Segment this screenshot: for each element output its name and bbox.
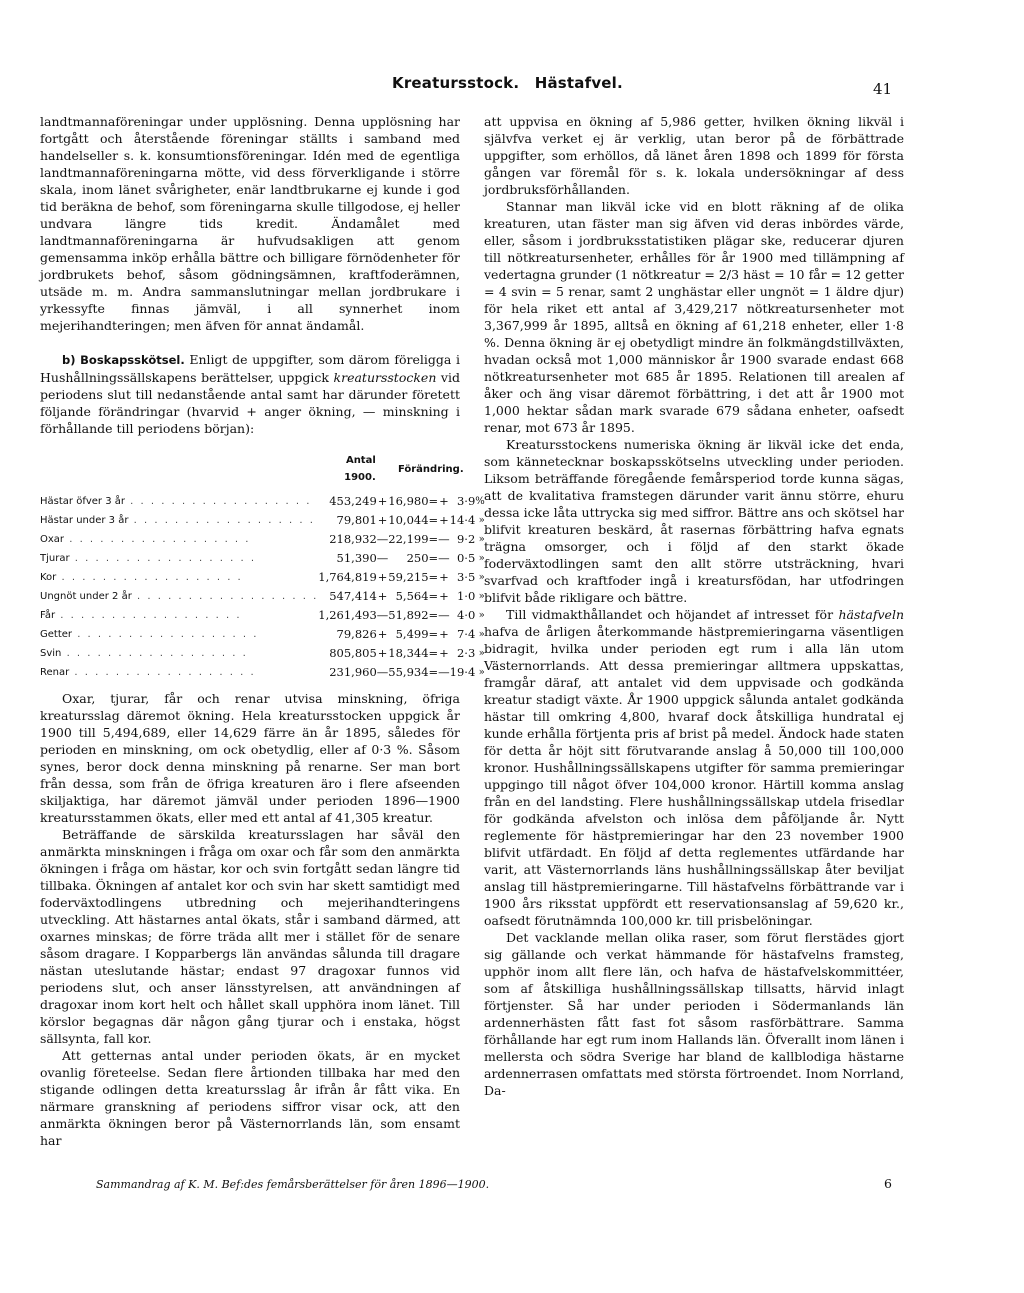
row-label: Kor . . . . . . . . . . . . . . . . . . xyxy=(40,572,243,583)
row-change: 5,499 xyxy=(395,627,429,641)
paragraph-goat-increase: att uppvisa en ökning af 5,986 getter, hvilken ökning likväl i självfva verket ej är verklig, utan beror på de förbättrade uppgifter, som erhöllos, då länet åren 1898 och 1899 för första gången var föremål för s. k. lokala undersökningar af dess jordbruksförhållanden. xyxy=(484,114,904,197)
row-change: 10,044 xyxy=(388,513,429,527)
row-percent: 19·4 xyxy=(449,665,476,679)
row-equals: = xyxy=(428,532,439,546)
row-percent: 4·0 xyxy=(456,608,476,622)
livestock-table xyxy=(40,451,485,682)
row-equals: = xyxy=(428,570,439,584)
paragraph-breeds: Det vacklande mellan olika raser, som förut flerstädes gjort sig gällande och verkat hämmande för hästafvelns framsteg, upphör inom allt flere län, och hafva de hästafvelskommittéer, som af åtskilliga hushållningssällskap tillsatts, härvid inlagt förtjenster. Så har under perioden i Södermanlands län ardennerhästen fått fast fot såsom rasförbättrare. Samma förhållande har egt rum inom Hallands län. Öfverallt inom länen i mellersta och södra Sverige har bland de kallblodiga hästarne ardennerrasen omfattats med största förtroendet. Inom Norrland, Da- xyxy=(484,930,904,1098)
row-percent-sign: — xyxy=(438,665,450,679)
row-unit: » xyxy=(478,534,485,545)
row-sign: + xyxy=(377,570,388,584)
row-equals: = xyxy=(428,589,439,603)
paragraph-species: Beträffande de särskilda kreatursslagen har såväl den anmärkta minskningen i fråga om oxar och får som den anmärkta ökningen i fråga om hästar, kor och svin fortgått sedan längre tid tillbaka. Ökningen af antalet kor och svin har skett samtidigt med foderväxtodlingens utbredning och mejerihandteringens utveckling. Att hästarnes antal ökats, står i samband därmed, att oxarnes minskas; de förre träda allt mer i stället för de senare såsom dragare. I Kopparbergs län användas sålunda till dragare nästan uteslutande hästar; endast 97 dragoxar funnos vid periodens slut, och anser länsstyrelsen, att användningen af dragoxar inom kort helt och hållet skall upphöra inom länet. Till körslor begagnas där någon gång tjurar och i enstaka, högst sällsynta, fall kor. xyxy=(40,827,460,1046)
table-row xyxy=(40,549,485,568)
row-unit: » xyxy=(478,553,485,564)
row-sign: + xyxy=(377,589,388,603)
row-count: 79,826 xyxy=(336,627,377,641)
paragraph-livestock-intro xyxy=(40,351,460,437)
row-sign: + xyxy=(377,494,388,508)
table-row xyxy=(40,587,485,606)
row-count: 547,414 xyxy=(329,589,377,603)
horse-term: hästafveln xyxy=(838,607,904,622)
table-row xyxy=(40,644,485,663)
row-label-text: Hästar öfver 3 år xyxy=(40,496,125,507)
row-equals: = xyxy=(428,513,439,527)
row-label-text: Hästar under 3 år xyxy=(40,515,129,526)
row-percent: 2·3 xyxy=(456,646,476,660)
row-unit: » xyxy=(478,515,485,526)
left-column xyxy=(40,113,485,1149)
footer-signature: 6 xyxy=(884,1176,892,1191)
paragraph-cattle-units: Stannar man likväl icke vid en blott räkning af de olika kreaturen, utan fäster man sig äfven vid deras inbördes värde, eller, såsom i jordbruksstatistiken plägar ske, reducerar djuren till nötkreatursenheter, erhålles för år 1900 med tillämpning af vedertagna grunder (1 nötkreatur = 2/3 häst = 10 får = 12 getter = 4 svin = 5 renar, samt 2 unghästar eller ungnöt = 1 äldre djur) för hela riket ett antal af 3,429,217 nötkreatursenheter mot 3,367,999 år 1895, alltså en ökning af 61,218 enheter, eller 1·8 %. Denna ökning är ej obetydligt mindre än folkmängdstillväxten, hvadan också mot 1,000 människor år 1900 svarade endast 668 nötkreatursenheter mot 685 år 1895. Relationen till arealen af åker och äng visar däremot förbättring, i det att år 1900 mot 1,000 hektar sådan mark svarade 679 sådana enheter, oafsedt renar, mot 673 år 1895. xyxy=(484,199,904,435)
row-label: Oxar . . . . . . . . . . . . . . . . . . xyxy=(40,534,251,545)
row-unit: » xyxy=(478,572,485,583)
row-change: 51,892 xyxy=(388,608,429,622)
row-label: Svin . . . . . . . . . . . . . . . . . . xyxy=(40,648,248,659)
table-body xyxy=(40,492,485,682)
table-header-change: Förändring. xyxy=(397,463,464,475)
table-header-count: Antal 1900. xyxy=(344,455,376,483)
row-count: 218,932 xyxy=(329,532,377,546)
page-number: 41 xyxy=(873,80,893,98)
row-label: Hästar under 3 år . . . . . . . . . . . . . . . . . . xyxy=(40,515,315,526)
row-count: 453,249 xyxy=(329,494,377,508)
row-sign: — xyxy=(376,608,389,622)
row-percent: 3·9 xyxy=(456,494,476,508)
row-label-text: Tjurar xyxy=(40,553,70,564)
row-label-text: Får xyxy=(40,610,56,621)
section-term: kreatursstocken xyxy=(333,370,437,385)
running-head-left: Kreatursstock. xyxy=(392,74,520,92)
running-head xyxy=(392,74,633,92)
row-percent: 9·2 xyxy=(456,532,476,546)
row-label: Får . . . . . . . . . . . . . . . . . . xyxy=(40,610,242,621)
section-heading-boskapsskotsel: b) Boskapsskötsel. xyxy=(62,353,185,367)
row-percent-sign: + xyxy=(439,646,449,660)
row-label-text: Oxar xyxy=(40,534,65,545)
section-text-1: Enligt de uppgifter, som därom föreligga i Hushållningssällskapens berättelser, uppgick xyxy=(40,352,460,385)
table-row xyxy=(40,492,485,511)
paragraph-association: landtmannaföreningar under upplösning. Denna upplösning har fortgått och återstående föreningar ställts i samband med handelseller s. k. konsumtionsföreningar. Idén med de egentliga landtmannaföreningarna mötte, vid dess förverkligande i större skala, inom länet svårigheter, enär landtbrukarne ej kunde i god tid beräkna de behof, som föreningarna skulle tillgodose, ej heller undvara längre tids kredit. Ändamålet med landtmannaföreningarna är hufvudsakligen att genom gemensamma inköp erhålla bättre och billigare förnödenheter för jordbrukets behof, såsom gödningsämnen, kraftfoderämnen, utsäde m. m. Andra sammanslutningar mellan jordbrukare i yrkessyfte finnas jämväl, i all synnerhet inom mejerihandteringen; men äfven för annat ändamål. xyxy=(40,114,460,333)
row-percent-sign: + xyxy=(439,627,449,641)
row-label: Tjurar . . . . . . . . . . . . . . . . . . xyxy=(40,553,257,564)
row-percent-sign: + xyxy=(439,513,449,527)
row-label: Hästar öfver 3 år . . . . . . . . . . . . . . . . . . xyxy=(40,496,312,507)
row-label-text: Renar xyxy=(40,667,70,678)
row-label: Ungnöt under 2 år . . . . . . . . . . . . . . . . . . xyxy=(40,591,319,602)
table-row xyxy=(40,568,485,587)
row-change: 18,344 xyxy=(388,646,429,660)
row-unit: » xyxy=(478,667,485,678)
row-sign: + xyxy=(377,646,388,660)
row-equals: = xyxy=(428,627,439,641)
row-label: Renar . . . . . . . . . . . . . . . . . . xyxy=(40,667,256,678)
row-percent-sign: — xyxy=(438,532,450,546)
table-header-row xyxy=(40,451,485,492)
row-percent-sign: — xyxy=(438,608,450,622)
right-column xyxy=(484,113,904,1099)
row-label-text: Kor xyxy=(40,572,57,583)
row-percent-sign: — xyxy=(438,551,450,565)
table-row xyxy=(40,530,485,549)
row-percent: 1·0 xyxy=(456,589,476,603)
row-change: 16,980 xyxy=(388,494,429,508)
row-count: 51,390 xyxy=(336,551,377,565)
row-change: 55,934 xyxy=(388,665,429,679)
row-sign: — xyxy=(376,532,389,546)
horse-text-a: Till vidmakthållandet och höjandet af intresset för xyxy=(506,607,839,622)
row-sign: — xyxy=(376,665,389,679)
row-label-text: Ungnöt under 2 år xyxy=(40,591,132,602)
table-row xyxy=(40,663,485,682)
row-label: Getter . . . . . . . . . . . . . . . . . . xyxy=(40,629,259,640)
row-label-text: Getter xyxy=(40,629,73,640)
paragraph-quality: Kreatursstockens numeriska ökning är likväl icke det enda, som kännetecknar boskapsskötselns utveckling under perioden. Liksom beträffande föregående femårsperiod torde kunna sägas, att de kvalitativa framstegen därunder varit ännu större, ehuru dessa icke låta uttrycka sig med siffror. Bättre ans och skötsel har blifvit kreaturen beskärd, åt rasernas förbättring hafva egnats trägna omsorger, och i följd af den starkt ökade foderväxtodlingen samt den allt större utsträckning, hvari svarfvad och kraftfoder ingå i kreatursfödan, har utfodringen blifvit både rikligare och bättre. xyxy=(484,437,904,605)
row-change: 250 xyxy=(406,551,429,565)
row-sign: + xyxy=(377,513,388,527)
row-unit: % xyxy=(475,496,485,507)
row-unit: » xyxy=(478,629,485,640)
paragraph-horse-breeding xyxy=(484,606,904,929)
table-row xyxy=(40,511,485,530)
row-percent: 14·4 xyxy=(449,513,476,527)
table-row xyxy=(40,606,485,625)
row-change: 22,199 xyxy=(388,532,429,546)
row-count: 805,805 xyxy=(329,646,377,660)
row-equals: = xyxy=(428,494,439,508)
row-equals: = xyxy=(428,646,439,660)
row-percent-sign: + xyxy=(439,494,449,508)
row-equals: = xyxy=(428,665,439,679)
row-equals: = xyxy=(428,551,439,565)
row-change: 5,564 xyxy=(395,589,429,603)
row-equals: = xyxy=(428,608,439,622)
row-percent-sign: + xyxy=(439,570,449,584)
row-sign: — xyxy=(376,551,389,565)
row-sign: + xyxy=(377,627,388,641)
row-label-text: Svin xyxy=(40,648,62,659)
row-count: 1,764,819 xyxy=(318,570,377,584)
row-change: 59,215 xyxy=(388,570,429,584)
section-text-2: vid periodens slut till nedanstående antal samt har därunder företett följande förändringar (hvarvid + anger ökning, — minskning i förhållande till periodens början): xyxy=(40,370,460,436)
row-percent: 3·5 xyxy=(456,570,476,584)
row-percent-sign: + xyxy=(439,589,449,603)
row-percent: 0·5 xyxy=(456,551,476,565)
row-count: 1,261,493 xyxy=(318,608,377,622)
paragraph-decrease: Oxar, tjurar, får och renar utvisa minskning, öfriga kreatursslag däremot ökning. Hela kreatursstocken uppgick år 1900 till 5,494,689, eller 14,629 färre än år 1895, således för perioden en minskning, om ock obetydlig, eller af 0·3 %. Såsom synes, beror dock denna minskning på renarne. Ser man bort från dessa, som från de öfriga kreaturen äro i flere afseenden skiljaktiga, har däremot jämväl under perioden 1896—1900 kreatursstammen ökats, eller med ett antal af 41,305 kreatur. xyxy=(40,691,460,825)
row-unit: » xyxy=(478,648,485,659)
row-count: 231,960 xyxy=(329,665,377,679)
running-head-right: Hästafvel. xyxy=(534,74,623,92)
paragraph-goats: Att getternas antal under perioden ökats, är en mycket ovanlig företeelse. Sedan flere årtionden tillbaka har med den stigande odlingen detta kreatursslag år ifrån år fått vika. En närmare granskning af periodens siffror visar ock, att den anmärkta ökningen beror på Västernorrlands län, som ensamt har xyxy=(40,1048,460,1148)
horse-text-b: hafva de årligen återkommande hästpremieringarna väsentligen bidragit, hvilka under perioden egt rum i alla län utom Västernorrlands. Att dessa premieringar alltmera uppskattas, framgår däraf, att antalet vid dem uppvisade och godkända kreatur stadigt växte. År 1900 uppgick sålunda antalet godkända hästar till omkring 4,800, hvaraf dock åtskilliga hundratal ej kunde erhålla förtjenta pris af brist på medel. Ändock hade staten för detta år höjt sitt förutvarande anslag å 50,000 till 100,000 kronor. Hushållningssällskapens utgifter för samma premieringar uppgingo till något öfver 104,000 kronor. Härtill komma anslag från en del landsting. Flere hushållningssällskap utdela frisedlar för godkända afvelston och inlösa dem påföljande år. Nytt reglemente för hästpremieringar har den 23 november 1900 blifvit utfärdadt. En följd af detta reglementes utfärdande har varit, att Västernorrlands läns hushållningssällskap åter beviljat anslag till hästpremieringarne. Till hästafvelns förbättrande var i 1900 års riksstat uppfördt ett reservationsanslag af 59,620 kr., oafsedt förutnämnda 100,000 kr. till prisbelöningar. xyxy=(484,624,904,928)
row-unit: » xyxy=(478,591,485,602)
footer-source: Sammandrag af K. M. Bef:des femårsberättelser för åren 1896—1900. xyxy=(96,1178,490,1191)
row-percent: 7·4 xyxy=(456,627,476,641)
table-row xyxy=(40,625,485,644)
row-unit: » xyxy=(478,610,485,621)
row-count: 79,801 xyxy=(336,513,377,527)
